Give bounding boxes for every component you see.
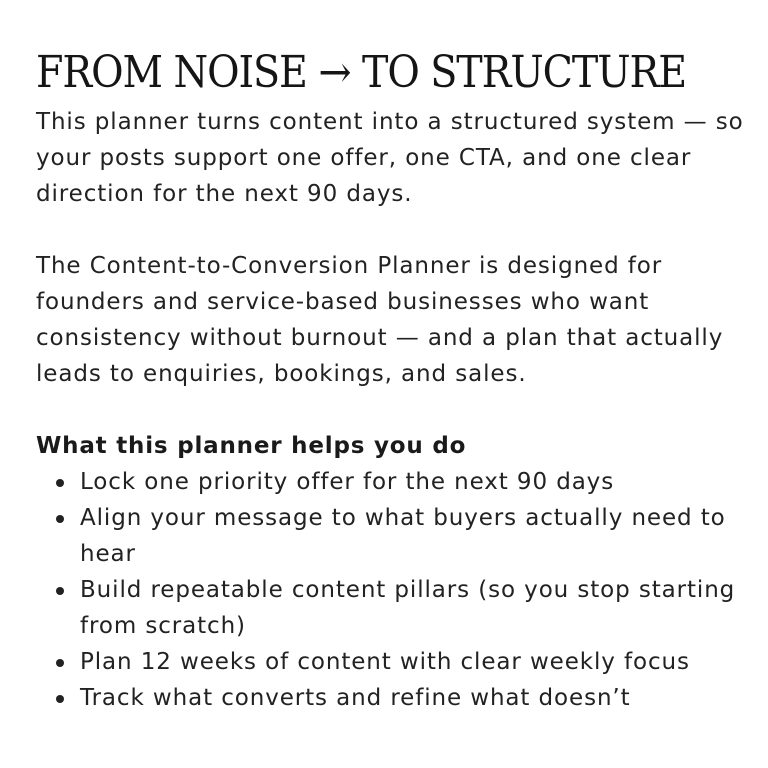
benefits-heading: What this planner helps you do [36, 433, 467, 459]
benefits-list [36, 464, 752, 716]
benefit-item [36, 572, 752, 644]
bullet-icon [56, 695, 64, 703]
bullet-icon [56, 479, 64, 487]
bullet-icon [56, 587, 64, 595]
benefit-item [36, 680, 752, 716]
bullet-icon [56, 659, 64, 667]
benefit-item [36, 500, 752, 572]
benefit-text: Lock one priority offer for the next 90 days [80, 469, 615, 495]
headline: FROM NOISE → TO STRUCTURE [36, 47, 687, 98]
benefit-item [36, 644, 752, 680]
benefit-text: Build repeatable content pillars (so you stop starting from scratch) [80, 577, 736, 639]
bullet-icon [56, 515, 64, 523]
benefit-text: Plan 12 weeks of content with clear weekly focus [80, 649, 690, 675]
page-content [36, 44, 752, 716]
description-paragraph: The Content-to-Conversion Planner is designed for founders and service-based businesses who want consistency without burnout — and a plan that actually leads to enquiries, bookings, and sales. [36, 253, 724, 387]
benefit-text: Align your message to what buyers actually need to hear [80, 505, 726, 567]
benefit-text: Track what converts and refine what doesn’t [80, 685, 631, 711]
benefit-item [36, 464, 752, 500]
intro-paragraph: This planner turns content into a structured system — so your posts support one offer, one CTA, and one clear direction for the next 90 days. [36, 109, 744, 207]
